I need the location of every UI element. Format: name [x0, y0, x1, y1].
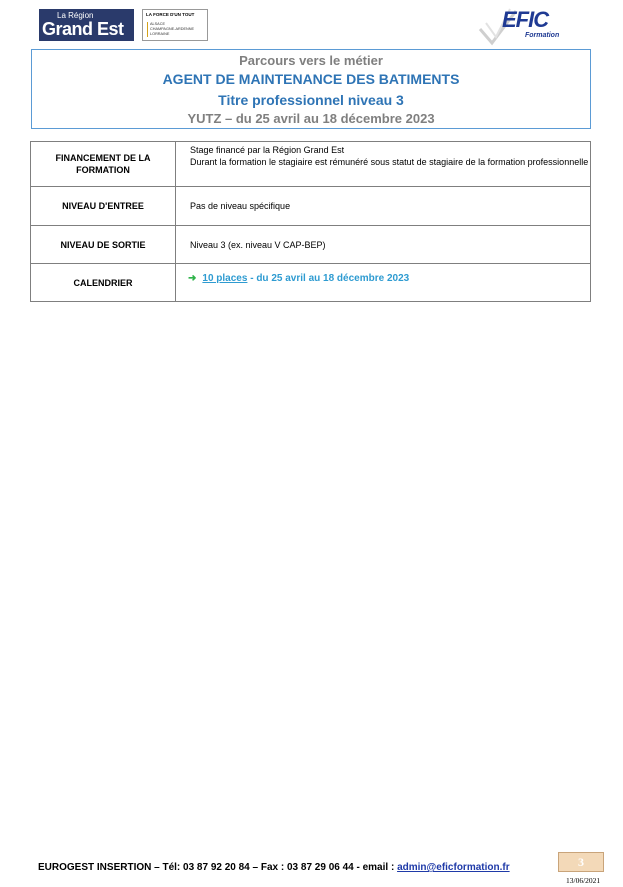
footer — [38, 862, 510, 873]
row-value-line-1: Stage financé par la Région Grand Est — [190, 145, 345, 155]
title-line-1: Parcours vers le métier — [239, 53, 383, 68]
row-label: NIVEAU DE SORTIE — [31, 226, 176, 264]
table-row — [31, 142, 591, 187]
title-box — [31, 49, 591, 129]
force-dun-tout-logo — [142, 9, 208, 41]
row-label-text: FINANCEMENT DE LA FORMATION — [55, 153, 151, 175]
efic-logo-word: EFIC — [502, 7, 549, 32]
title-line-2: AGENT DE MAINTENANCE DES BATIMENTS — [162, 71, 460, 87]
calendar-line — [176, 273, 409, 284]
force-logo-region-2: CHAMPAGNE-ARDENNE — [150, 27, 195, 31]
row-value-line-2: Durant la formation le stagiaire est rémunéré sous statut de stagiaire de la formation professionnelle — [190, 157, 589, 167]
row-label — [31, 142, 176, 187]
efic-formation-logo — [478, 5, 560, 45]
row-value: Pas de niveau spécifique — [176, 187, 591, 226]
page-number-badge: 3 — [558, 852, 604, 872]
title-line-4: YUTZ – du 25 avril au 18 décembre 2023 — [187, 111, 435, 126]
force-logo-region-1: ALSACE — [150, 22, 165, 26]
arrow-right-icon: ➜ — [188, 273, 197, 284]
row-value — [176, 142, 591, 187]
document-date: 13/06/2021 — [566, 876, 601, 885]
table-row — [31, 187, 591, 226]
force-logo-bar — [147, 22, 148, 37]
calendar-dates: - du 25 avril au 18 décembre 2023 — [247, 273, 410, 284]
region-logo-big-text: Grand Est — [42, 19, 124, 39]
row-value: Niveau 3 (ex. niveau V CAP-BEP) — [176, 226, 591, 264]
row-label: NIVEAU D'ENTREE — [31, 187, 176, 226]
table-row — [31, 264, 591, 302]
footer-email-link[interactable]: admin@eficformation.fr — [397, 862, 510, 873]
row-value — [176, 264, 591, 302]
info-table — [30, 141, 591, 302]
region-logo-small-text: La Région — [57, 11, 94, 20]
places-link[interactable]: 10 places — [202, 273, 248, 284]
footer-contact-text: EUROGEST INSERTION – Tél: 03 87 92 20 84 – Fax : 03 87 29 06 44 - email : — [38, 862, 398, 873]
table-row — [31, 226, 591, 264]
region-grand-est-logo — [39, 9, 134, 41]
row-label: CALENDRIER — [31, 264, 176, 302]
force-logo-regions — [150, 22, 194, 37]
title-line-3: Titre professionnel niveau 3 — [218, 92, 404, 108]
efic-logo-sub: Formation — [525, 32, 560, 39]
force-logo-title: LA FORCE D'UN TOUT — [146, 12, 195, 17]
force-logo-region-3: LORRAINE — [150, 32, 170, 36]
